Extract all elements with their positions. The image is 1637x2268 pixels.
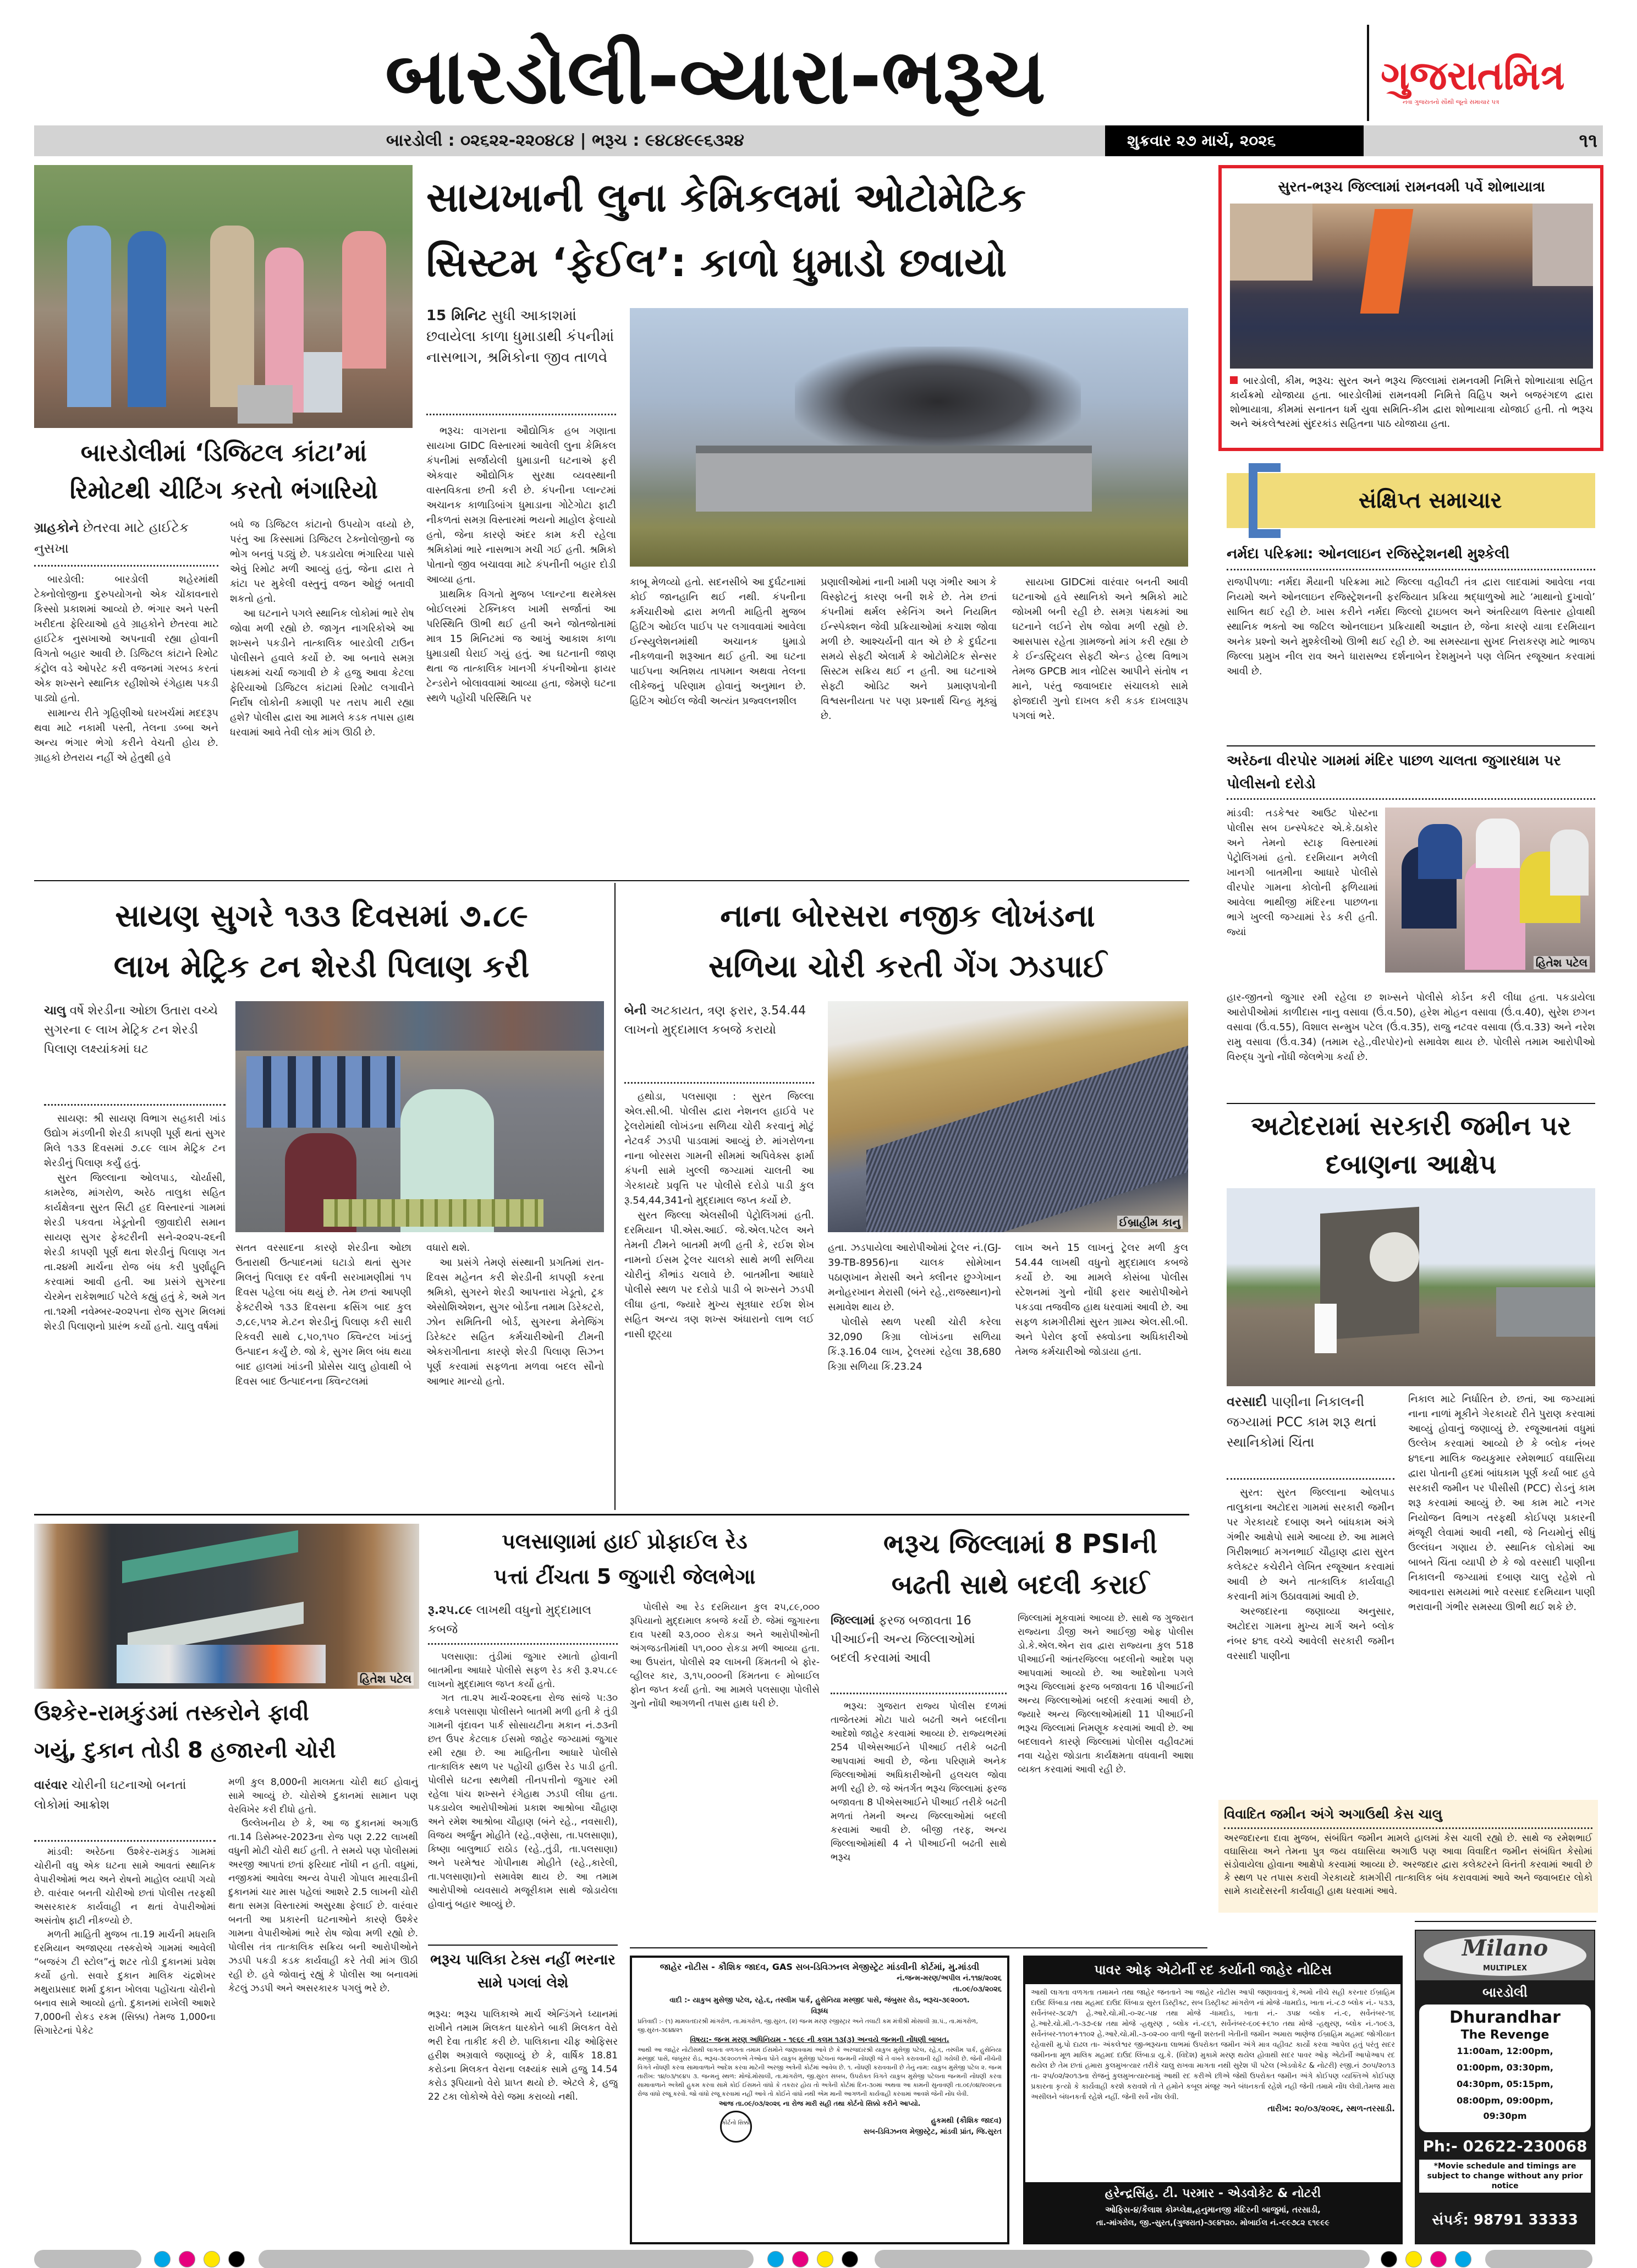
issue-date: શુક્રવાર ૨૭ માર્ચ, ૨૦૨૬ bbox=[1105, 125, 1364, 156]
uskar-p1: માંડવી: અરેઠના ઉશ્કેર-રામકુંડ ગામમાં ચોરીની વધુ એક ઘટના સામે આવતાં સ્થાનિક વેપારીઓમાં ભય અને રોષનો માહોલ વ્યાપી ગયો છે. વારંવાર બનતી ચોરીઓ છતાં પોલીસ તરફથી અસરકારક કાર્યવાહી ન થતાં વેપારીઓમાં અસંતોષ ફાટી નીકળ્યો છે. bbox=[34, 1847, 216, 1926]
luna-body-p3: કાબૂ મેળવ્યો હતો. સદનસીબે આ દુર્ઘટનામાં કોઈ જાનહાનિ થઈ નથી. કંપનીના કર્મચારીઓ દ્વારા મળતી માહિતી મુજબ હિટિંગ ઓઈલ પાઈપ પર લગાવવામાં આવેલા ઈન્સ્યુલેશનમાંથી અચાનક ધુમાડો નીકળવાની શરૂઆત થઈ હતી. આ ઘટના પાઈપના અતિશય તાપમાન અથવા તેલના લીકેજનું પરિણામ હોવાનું અનુમાન છે. હિટિંગ ઓઈલ જેવી અત્યંત પ્રજ્વલનશીલ bbox=[630, 576, 806, 707]
divider bbox=[1227, 745, 1595, 746]
headline-palika: ભરૂચ પાલિકા ટેક્સ નહીં ભરનાર સામે પગલાં લેશે bbox=[430, 1952, 616, 1991]
sugar-p3: સતત વરસાદના કારણે શેરડીના ઓછા ઉતારાથી ઉત્પાદનમાં ઘટાડો થતાં સુગર મિલનું પિલાણ દર વર્ષની સરખામણીમાં ૧૫ દિવસ પહેલા બંધ થયું છે. તેમ છતાં આપણી ફેક્ટરીએ ૧૩૩ દિવસના ક્રસિંગ બાદ કુલ ૭,૮૯,૫૧૨ મે.ટન શેરડીનું પિલાણ કરી સારી રિકવરી સાથે ૮,૫૦,૧૫૦ ક્વિન્ટલ ખાંડનું ઉત્પાદન કર્યું છે. જો કે, સુગર મિલ બંધ થયા બાદ હાલમાં ખાંડની પ્રોસેસ ચાલુ હોવાથી બે દિવસ બાદ ઉત્પાદનના ક્વિન્ટલમાં bbox=[235, 1242, 411, 1387]
palsana-col2 bbox=[630, 1601, 820, 1939]
palsana-col1 bbox=[428, 1650, 618, 1939]
shobhayatra-body bbox=[1230, 374, 1593, 446]
kicker-luna-bold: 15 મિનિટ bbox=[426, 307, 487, 324]
atodara-col1 bbox=[1227, 1485, 1394, 1796]
cinema-brand-sub: MULTIPLEX bbox=[1482, 1964, 1528, 1973]
print-bar bbox=[259, 2250, 754, 2268]
registration-mark-icon bbox=[179, 2251, 195, 2267]
headline-sugar-line1: સાયણ સુગરે ૧૩૩ દિવસમાં ૭.૮૯ bbox=[115, 898, 528, 934]
brand-name: ગુજરાતમિત્ર bbox=[1381, 52, 1565, 98]
kicker-luna-text: સુધી આકાશમાં છવાયેલા કાળા ધુમાડાથી કંપનીમાં નાસભાગ, શ્રમિકોના જીવ તાળવે bbox=[426, 307, 614, 366]
headline-uskar-line2: ગયું, દુકાન તોડી 8 હજારની ચોરી bbox=[34, 1738, 336, 1763]
headline-borsara bbox=[624, 891, 1191, 993]
headline-borsara-line2: સળિયા ચોરી કરતી ગેંગ ઝડપાઈ bbox=[708, 949, 1107, 985]
photo-credit-borsara: ઈબ્રાહીમ કાનુ bbox=[1117, 1216, 1183, 1229]
palika-body: ભરૂચ: ભરૂચ પાલિકાએ માર્ચ એન્ડિંગને ધ્યાનમાં રાખીને તમામ મિલકત ધારકોને બાકી મિલકત વેરો ભરી દેવા તાકીદ કરી છે. પાલિકાના ચીફ ઓફિસર હરીશ અગ્રવાલે જણાવ્યું છે કે, વાર્ષિક 18.81 કરોડના મિલકત વેરાના લક્ષ્યાંક સામે હજુ 14.54 કરોડ રૂપિયાનો વેરો પ્રાપ્ત થયો છે. એટલે કે, હજુ 22 ટકા લોકોએ વેરો જમા કરાવ્યો નથી. bbox=[428, 2009, 618, 2102]
registration-mark-icon bbox=[228, 2251, 245, 2267]
court-notice-body: આથી આ જાહેર નોટીસથી લાગતા વળગતા તમામ ઈસમોને જણાવવામાં આવે છે કે અરજદારશ્રી યાકુબ મુસેજી પટેલ, રહે.૬, તસ્લીમ પાર્ક, હુસેનિયા મસ્જીદ પાસે, જંબુસર રોડ, ભરૂચ-૩૯૨૦૦૧એ તેઓના પોતે યાકુબ મુસેજી પટેલનાં જન્મની નોંધણી જે તે વખતે કરાવવાની રહી ગયેલી છે. જેની નીચેની વિગતે નોંધણી કરવા સામાવાળાને આદેશ કરવા માટેની અરજી અત્રેની કોર્ટમાં આવેલ છે. ૧. નોંધણી કરાવવાની છે તેનું નામ: યાકુબ મુસેજી પટેલ ૨. જન્મ તારીખ: ૧૪/૦૩/૧૯૪૫ ૩. જન્મનું સ્થળ: મોજે.મોસાલી, તા.માંગરોળ, જી.સુરત સબબ, ઉપરોક્ત વિગતે યાકુબ મુસેજી પટેલના જન્મની નોંધણી કરવા સામાવાળાને અત્રેથી હુકમ કરવા સામે કોઈ ઈસમને વાંધો કે તકરાર હોય તો અત્રેની કોર્ટમાં દિન-૩૦માં અથવા આ કામની સુનાવણી તા.૦૯/૦૪/૨૦૨૬ના રોજ વાંધો રજૂ કરવો. જો વાંધો રજૂ કરવામાં નહીં આવે તો કોઈને વાંધો નથી એમ માની આગળની કાર્યવાહી કરવામાં આવશે જેની નોંધ લેવી. bbox=[638, 2046, 1002, 2097]
kicker-borsara-bold: બેની bbox=[624, 1004, 647, 1018]
registration-mark-icon bbox=[204, 2251, 220, 2267]
headline-sugar bbox=[34, 891, 609, 993]
registration-mark-icon bbox=[1430, 2251, 1447, 2267]
poa-notice-date: તારીખ: ૨૦/૦૩/૨૦૨૬, સ્થળ-તરસાડી. bbox=[1267, 2104, 1395, 2113]
court-seal: કોર્ટનો સિક્કો bbox=[720, 2111, 752, 2143]
registration-mark-icon bbox=[1381, 2251, 1397, 2267]
poa-notice bbox=[1023, 1956, 1403, 2244]
palsana-p2: ગત તા.૨૫ માર્ચ-૨૦૨૬ના રોજ સાંજે ૫:૩૦ કલાકે પલસાણા પોલીસને બાતમી મળી હતી કે તુંડી ગામની વૃંદાવન પાર્ક સોસાયટીના મકાન નં.૭૩ની છત ઉપર કેટલાક ઈસમો જાહેર જગ્યામાં જુગાર રમી રહ્યા છે. આ માહિતીના આધારે પોલીસે તાત્કાલિક સ્થળ પર પહોંચી હાઉસ રેડ પાડી હતી. પોલીસે ઘટના સ્થળેથી તીનપત્તીનો જુગાર રમી રહેલા પાંચ શખ્સને રંગેહાથ ઝડપી લીધા હતા. પકડાયેલ આરોપીઓમાં પ્રકાશ આશ્રોબા ચૌહાણ અને રમેશ આશ્રોબા ચૌહાણ (બંને રહે., નવસારી), વિજય અર્જુન મોહીતે (રહે.,વણેસા, તા.પલસાણા), કિષ્ણા બાલુભાઈ રાઠોડ (રહે.,તુંડી, તા.પલસાણા) અને પરમેશ્વર ગોપીનાથ મોહીતે (રહે.,કારેલી, તા.પલસાણા)નો સમાવેશ થાય છે. આ તમામ આરોપીઓ વ્યવસાયે મજૂરીકામ સાથે જોડાયેલા હોવાનું બહાર આવ્યું છે. bbox=[428, 1693, 618, 1910]
atodara-p3: નિકાલ માટે નિર્ધારિત છે. છતાં, આ જગ્યામાં નાના નાળાં મૂકીને ગેરકાયદે રીતે પુરાણ કરવામાં આવ્યું હોવાનું જણાવ્યું છે. રજૂઆતમાં વધુમાં ઉલ્લેખ કરવામાં આવ્યો છે કે બ્લોક નંબર ૪૧૬ના માલિક જયકુમાર રમેશભાઈ વઘાસિયા દ્વારા પોતાની હદમાં બાંધકામ પૂર્ણ કર્યા બાદ હવે સરકારી જમીન પર પીસીસી (PCC) રોડનું કામ શરૂ કરવામાં આવ્યું છે. આ કામ માટે નગર નિયોજન વિભાગ તરફથી કોઈપણ પ્રકારની મંજૂરી લેવામાં આવી નથી, જે નિયમોનું સીધું ઉલ્લંઘન ગણાય છે. સ્થાનિક લોકોમાં આ બાબતે ચિંતા વ્યાપી છે કે જો વરસાદી પાણીના નિકાલની જગ્યામાં દબાણ ચાલુ રહેશે તો આવનારા સમયમાં ભારે વરસાદ દરમિયાન પાણી ભરાવાની ગંભીર સમસ્યા ઊભી થઈ શકે છે. bbox=[1408, 1393, 1595, 1613]
headline-narmada: નર્મદા પરિક્રમા: ઓનલાઇન રજિસ્ટ્રેશનથી મુશ્કેલી bbox=[1227, 542, 1595, 570]
photo-sugar bbox=[235, 1001, 604, 1232]
atodara-col2 bbox=[1408, 1392, 1595, 1796]
cinema-movie-subtitle: The Revenge bbox=[1460, 2028, 1550, 2042]
digital-kanta-p2: સામાન્ય રીતે ગૃહિણીઓ ઘરખર્ચમાં મદદરૂપ થવા માટે નકામી પસ્તી, તેલના ડબ્બા અને અન્ય ભંગાર ભેગો કરીને વેચતી હોય છે. ગ્રાહકો છેતરાય નહીં એ હેતુથી હવે bbox=[34, 707, 218, 764]
cinema-showtime: 01:00pm, 03:30pm, bbox=[1457, 2062, 1553, 2073]
bullet-square-icon bbox=[1230, 376, 1238, 384]
headline-luna-line2: સિસ્ટમ ‘ફેઈલ’: કાળો ધુમાડો છવાયો bbox=[426, 239, 1007, 285]
headline-luna-line1: સાયખાની લુના કેમિકલમાં ઓટોમેટિક bbox=[426, 174, 1026, 221]
registration-mark-icon bbox=[1455, 2251, 1471, 2267]
photo-credit-virpor: હિતેશ પટેલ bbox=[1534, 956, 1590, 969]
cinema-brand: Milano bbox=[1462, 1935, 1548, 1961]
uskar-col1 bbox=[34, 1846, 216, 2242]
photo-uskar bbox=[34, 1524, 419, 1689]
atodara-p1: સુરત: સુરત જિલ્લાના ઓલપાડ તાલુકાના અટોદરા ગામમાં સરકારી જમીન પર ગેરકાયદે દબાણ અને બાંધકામ અંગે ગંભીર આક્ષેપો સામે આવ્યા છે. આ મામલે ગિરીશભાઈ મગનભાઈ ચૌહાણ દ્વારા સુરત કલેક્ટર કચેરીને લેખિત રજૂઆત કરવામાં આવી છે અને તાત્કાલિક કાર્યવાહી કરવાની માંગ ઉઠાવવામાં આવી છે. bbox=[1227, 1487, 1394, 1602]
borsara-p3: હતા. ઝડપાયેલા આરોપીઓમાં ટ્રેલર નં.(GJ-39-TB-8956)ના ચાલક સોમેખાન પઠાણખાન મેરાસી અને ક્લીનર છુગ્ગેખાન મનોહરખાન મેરાસી (બંને રહે.,રાજસ્થાન)નો સમાવેશ થાય છે. bbox=[828, 1242, 1001, 1313]
court-notice-closing: આજ તા.૦૯/૦૩/૨૦૨૬ ના રોજ મારી સહી તથા કોર્ટનો સિક્કો કરીને આપ્યો. bbox=[718, 2100, 921, 2107]
uskar-p4: ઉલ્લેખનીય છે કે, આ જ દુકાનમાં અગાઉ તા.14 ડિસેમ્બર-2023ના રોજ પણ 2.22 લાખથી વધુની મોટી ચોરી થઈ હતી. તે સમયે પણ પોલીસમાં અરજી આપતાં છતાં ફરિયાદ નોંધી ન હતી. વધુમાં, નજીકમાં આવેલા અન્ય વેપારી ગોપાલ મારવાડીની દુકાનમાં ચાર માસ પહેલાં આશરે 2.5 લાખની ચોરી થતા સમગ્ર વિસ્તારમાં અસુરક્ષા ફેલાઈ છે. વારંવાર બનતી આ પ્રકારની ઘટનાઓને કારણે ઉશ્કેર ગામના વેપારીઓમાં ભારે રોષ જોવા મળી રહ્યો છે. પોલીસ તંત્ર તાત્કાલિક સક્રિય બની આરોપીઓને ઝડપી પકડી કડક કાર્યવાહી કરે તેવી માંગ ઊઠી રહી છે. હવે જોવાનું રહ્યું કે પોલીસ આ બનાવમાં કેટલું ઝડપી અને અસરકારક પગલું ભરે છે. bbox=[228, 1818, 418, 1994]
kicker-psi-text: ફરજ બજાવતા 16 પીઆઈની અન્ય જિલ્લાઓમાં બદલી કરવામાં આવી bbox=[831, 1614, 975, 1665]
digital-kanta-p3: બધે જ ડિજિટલ કાંટાનો ઉપયોગ વધ્યો છે, પરંતુ આ કિસ્સામાં ડિજિટલ ટેક્નોલોજીનો જ ભોગ બનવું પડ્યું છે. પકડાયેલા ભંગારિયા પાસે એવું રિમોટ મળી આવ્યું હતું, જેના દ્વારા તે કાંટા પર મુકેલી વસ્તુનું વજન ઓછું બતાવી શકતો હતો. bbox=[230, 519, 414, 605]
registration-mark-icon bbox=[1405, 2251, 1422, 2267]
headline-palsana bbox=[428, 1524, 821, 1595]
digital-kanta-col2 bbox=[230, 517, 414, 875]
cinema-showtime: 11:00am, 12:00pm, bbox=[1457, 2046, 1553, 2056]
shobhayatra-text: બારડોલી, કીમ, ભરૂચ: સુરત અને ભરૂચ જિલ્લામાં રામનવમી નિમિત્તે શોભાયાત્રા સહિત કાર્યક્રમો યોજાયા હતા. બારડોલીમાં રામનવમી નિમિત્તે વિહિપ અને બજરંગદળ દ્વારા શોભાયાત્રા, કીમમાં સનાતન ધર્મ યુવા સમિતિ-કીમ દ્વારા શોભાયાત્રા યોજાઈ હતી. તો ભરૂચ અને અંકલેશ્વરમાં સુંદરકાંડ સહિતના પાઠ યોજાયા હતા. bbox=[1230, 375, 1593, 430]
brand-logo bbox=[1381, 52, 1612, 113]
photo-digital-kanta bbox=[34, 165, 413, 428]
court-notice-case: નં.જન્મ-મરણ/અપીલ નં.૧૧૪/૨૦૨૬ bbox=[897, 1974, 1002, 1983]
court-notice-defendants: પ્રતિવાદી :- (૧) મામલતદારશ્રી માંગરોળ, તા.માંગરોળ, જી.સુરત, (૨) જન્મ મરણ રજીસ્ટ્રાર અને તલાટી કમ મંત્રીશ્રી મોસાલી ગ્રા.પં., તા.માંગરોળ, જી.સુરત-૩૯૪૪૨૧ bbox=[638, 2018, 978, 2034]
kicker-borsara bbox=[624, 1001, 814, 1084]
dateline-strip bbox=[34, 125, 1603, 156]
sugar-col3 bbox=[426, 1240, 604, 1507]
luna-body-p4: પ્રણાલીઓમાં નાની ખામી પણ ગંભીર આગ કે વિસ્ફોટનું કારણ બની શકે છે. તેમ છતાં કંપનીમાં થર્મલ સ્કેનિંગ અને નિયમિત ઈન્સ્પેક્શન જેવી પ્રક્રિયાઓમાં કચાશ જોવા મળી છે. આશ્ચર્યની વાત એ છે કે દુર્ઘટના સમયે સેફ્ટી એલાર્મ કે ઓટોમેટિક સેન્સર સિસ્ટમ સક્રિય થઈ ન હતી. આ ઘટનાએ સેફ્ટી ઓડિટ અને પ્રમાણપત્રોની વિશ્વસનીયતા પર પણ પ્રશ્નાર્થ ચિન્હ મૂક્યું છે. bbox=[821, 576, 997, 722]
headline-palsana-line1: પલસાણામાં હાઈ પ્રોફાઈલ રેડ bbox=[502, 1529, 748, 1553]
sugar-p4: વધારો થશે. bbox=[426, 1242, 470, 1254]
kicker-palsana-bold: રૂ.૨૫.૮૯ bbox=[428, 1603, 473, 1617]
cinema-disclaimer: *Movie schedule and timings are subject to change without any prior notice bbox=[1419, 2160, 1591, 2193]
kicker-digital-kanta-bold: ગ્રાહકોને bbox=[34, 520, 79, 535]
headline-atodara: અટોદરામાં સરકારી જમીન પર દબાણના આક્ષેપ bbox=[1250, 1111, 1572, 1180]
headline-digital-kanta bbox=[34, 435, 414, 512]
divider bbox=[630, 1947, 1207, 1948]
headline-psi bbox=[831, 1524, 1210, 1606]
court-notice bbox=[630, 1956, 1009, 2244]
court-notice-plaintiff: વાદી :- યાકુબ મુસેજી પટેલ, રહે.૬, તસ્લીમ પાર્ક, હુસેનિયા મસ્જીદ પાસે, જંબુસર રોડ, ભરૂચ-૩૯૨૦૦૧. bbox=[669, 1996, 970, 2005]
borsara-p2: સુરત જિલ્લા એલસીબી પેટ્રોલિંગમાં હતી. દરમિયાન પી.એસ.આઈ. જે.એલ.પટેલ અને તેમની ટીમને બાતમી મળી હતી કે, રઈશ શેખ નામનો ઈસમ ટ્રેલર ચાલકો સાથે મળી સળિયા ચોરીનું કૌભાંડ ચલાવે છે. બાતમીના આધારે પોલીસે સ્થળ પર દરોડો પાડી બે શખ્સને ઝડપી લીધા હતા, જ્યારે મુખ્ય સૂત્રધાર રઈશ શેખ સહિત અન્ય ત્રણ શખ્સ અંધારાનો લાભ લઈ નાસી છૂટ્યા bbox=[624, 1210, 814, 1340]
headline-psi-line1: ભરૂચ જિલ્લામાં 8 PSIની bbox=[883, 1529, 1157, 1559]
court-notice-date: તા.૦૯/૦૩/૨૦૨૬ bbox=[953, 1985, 1002, 1994]
kicker-uskar bbox=[34, 1776, 216, 1842]
photo-credit-uskar: હિતેશ પટેલ bbox=[358, 1672, 414, 1685]
headline-virpor: અરેઠના વીરપોર ગામમાં મંદિર પાછળ ચાલતા જુગારધામ પર પોલીસનો દરોડો bbox=[1227, 749, 1595, 800]
uskar-p3: મળી કુલ 8,000ની માલમતા ચોરી થઈ હોવાનું સામે આવ્યું છે. ચોરોએ દુકાનમાં સામાન પણ વેરવિખેર કરી દીધો હતો. bbox=[228, 1777, 418, 1815]
headline-luna bbox=[426, 165, 1196, 300]
poa-address-1: ઓફિસ-૪/કૈલાશ કોમ્પ્લેક્ષ,હનુમાનજી મંદિરની બાજુમાં, તરસાડી, bbox=[1105, 2205, 1321, 2215]
brief-section-bar bbox=[1227, 473, 1595, 528]
cinema-movie-title: Dhurandhar bbox=[1449, 2008, 1561, 2027]
registration-mark-icon bbox=[792, 2251, 809, 2267]
luna-body-col3 bbox=[821, 575, 997, 875]
borsara-col1 bbox=[624, 1089, 814, 1507]
headline-sugar-line2: લાખ મેટ્રિક ટન શેરડી પિલાણ કરી bbox=[113, 949, 530, 985]
headline-palsana-line2: પત્તાં ટીંચતા 5 જુગારી જેલભેગા bbox=[493, 1564, 756, 1589]
sub-headline-atodara: વિવાદિત જમીન અંગે અગાઉથી કેસ ચાલુ bbox=[1224, 1803, 1592, 1829]
shobhayatra-box bbox=[1218, 165, 1603, 451]
luna-body-col1 bbox=[426, 424, 616, 875]
virpor-body-2: હાર-જીતનો જુગાર રમી રહેલા છ શખ્સને પોલીસે કોર્ડન કરી લીધા હતા. પકડાયેલા આરોપીઓમાં કાળીદાસ નાનુ વસાવા (ઉં.વ.50), હરેશ મોહન વસાવા (ઉં.વ.40), સુરેશ છગન વસાવા (ઉં.વ.55), વિશાલ સન્મુખ પટેલ (ઉં.વ.35), રાજુ નટવર વસાવા (ઉં.વ.33) અને નરેશ રામુ વસાવા (ઉં.વ.34) (તમામ રહે.,વીરપોર)નો સમાવેશ થાય છે. પોલીસે તમામ આરોપીઓ વિરુદ્ધ ગુનો નોંધી જેલભેગા કર્યા છે. bbox=[1227, 992, 1595, 1063]
headline-uskar bbox=[34, 1694, 419, 1771]
luna-body-p1: ભરૂચ: વાગરાના ઔદ્યોગિક હબ ગણાતા સાયખા GIDC વિસ્તારમાં આવેલી લુના કેમિકલ કંપનીમાં સર્જાયેલી ધુમાડાની ઘટનાએ ફરી એકવાર ઔદ્યોગિક સુરક્ષા વ્યવસ્થાની વાસ્તવિકતા છતી કરી છે. કંપનીના પ્લાન્ટમાં અચાનક કાળાડિબાંગ ધુમાડાના ગોટેગોટા ફાટી નીકળતાં સમગ્ર વિસ્તારમાં ભયનો માહોલ ફેલાયો હતો, જેના કારણે અંદર કામ કરી રહેલા શ્રમિકોમાં ભારે નાસભાગ મચી ગઈ હતી. શ્રમિકો પોતાનો જીવ બચાવવા માટે કંપનીની બહાર દોડી આવ્યા હતા. bbox=[426, 425, 616, 585]
sugar-col1 bbox=[44, 1111, 226, 1507]
photo-borsara bbox=[828, 1001, 1188, 1232]
masthead-title: બારડોલી-વ્યારા-ભરૂચ bbox=[385, 32, 1046, 122]
luna-body-p5: સાયખા GIDCમાં વારંવાર બનતી આવી ઘટનાઓ હવે સ્થાનિકો અને શ્રમિકો માટે જોખમી બની રહી છે. સમગ્ર પંથકમાં આ ઘટનાને લઈને રોષ જોવા મળી રહ્યો છે. આસપાસ રહેતા ગ્રામજનો માંગ કરી રહ્યા છે કે ઈન્ડસ્ટ્રિયલ સેફ્ટી એન્ડ હેલ્થ વિભાગ તેમજ GPCB માત્ર નોટિસ આપીને સંતોષ ન માને, પરંતુ જવાબદાર સંચાલકો સામે ફોજદારી ગુનો દાખલ કરી કડક દાખલારૂપ પગલાં ભરે. bbox=[1012, 576, 1188, 722]
uskar-p2: મળતી માહિતી મુજબ તા.19 માર્ચની મધરાત્રિ દરમિયાન અજાણ્યા તસ્કરોએ ગામમાં આવેલી “બજરંગ ટી સ્ટોલ”નું શટર તોડી દુકાનમાં પ્રવેશ કર્યો હતો. સવારે દુકાન માલિક ચંદ્રશેખર મથુરાપ્રસાદ શર્મા દુકાન ખોલવા પહોંચતા ચોરીનો બનાવ સામે આવ્યો હતો. દુકાનમાં રાખેલી આશરે 7,000ની રોકડ રકમ (સિક્કા) તેમજ 1,000ના સિગારેટનાં પેકેટ bbox=[34, 1929, 216, 2036]
brand-tagline: નવા ગુજરાતનો સૌથી જૂનો સમાચાર પત્ર bbox=[1403, 98, 1499, 106]
photo-virpor bbox=[1385, 808, 1595, 973]
cinema-phone: Ph:- 02622-230068 bbox=[1422, 2137, 1587, 2155]
palsana-p3: પોલીસે આ રેડ દરમિયાન કુલ ૨૫,૮૯,૦૦૦ રૂપિયાનો મુદ્દામાલ કબજે કર્યો છે. જેમાં જુગારના દાવ પરથી ૨૩,૦૦૦ રોકડા અને આરોપીઓની અંગજડતીમાંથી ૫૧,૦૦૦ રોકડા મળી આવ્યા હતા. આ ઉપરાંત, પોલીસે ૨૨ લાખની કિંમતની બે ફોર-વ્હીલર કાર, ૩,૧૫,૦૦૦ની કિંમતના ૯ મોબાઈલ ફોન જપ્ત કર્યા હતો. આ મામલે પલસાણા પોલીસે ગુનો નોંધી આગળની તપાસ હાથ ધરી છે. bbox=[630, 1602, 820, 1709]
borsara-p5: લાખ અને 15 લાખનું ટ્રેલર મળી કુલ 54.44 લાખથી વધુનો મુદ્દામાલ કબજે કર્યો છે. આ મામલે કોસંબા પોલીસ સ્ટેશનમાં ગુનો નોંધી ફરાર આરોપીઓને પકડવા તજવીજ હાથ ધરવામાં આવી છે. આ સફળ કામગીરીમાં સુરત ગ્રામ્ય એલ.સી.બી. અને પેરોલ ફર્લો સ્ક્વોડના અધિકારીઓ તેમજ કર્મચારીઓ જોડાયા હતા. bbox=[1015, 1242, 1188, 1358]
digital-kanta-p4: આ ઘટનાને પગલે સ્થાનિક લોકોમાં ભારે રોષ જોવા મળી રહ્યો છે. જાગૃત નાગરિકોએ આ શખ્સને પકડીને તાત્કાલિક બારડોલી ટાઉન પોલીસને હવાલે કર્યો છે. આ બનાવે સમગ્ર પંથકમાં ચર્ચા જગાવી છે કે હજુ આવા કેટલા ફેરિયાઓ ડિજિટલ કાંટામાં રિમોટ લગાવીને નિર્દોષ લોકોની કમાણી પર તરાપ મારી રહ્યા હશે? પોલીસ દ્વારા આ મામલે કડક તપાસ હાથ ધરવામાં આવે તેવી લોક માંગ ઊઠી છે. bbox=[230, 608, 414, 738]
atodara-p2: અરજદારના જણાવ્યા અનુસાર, અટોદરા ગામના મુખ્ય માર્ગ અને બ્લોક નંબર ૪૧૬ વચ્ચે આવેલી સરકારી જમીન વરસાદી પાણીના bbox=[1227, 1606, 1394, 1662]
kicker-psi bbox=[831, 1612, 1007, 1694]
borsara-p4: પોલીસે સ્થળ પરથી ચોરી કરેલા 32,090 કિગ્રા લોખંડના સળિયા કિં.રૂ.16.04 લાખ, ટ્રેલરમાં રહેલા 38,680 કિગ્રા સળિયા કિં.23.24 bbox=[828, 1316, 1001, 1372]
narmada-body: રાજપીપળા: નર્મદા મૈયાની પરિક્રમા માટે જિલ્લા વહીવટી તંત્ર દ્વારા લાદવામાં આવેલા નવા નિયમો અને ઓનલાઇન રજિસ્ટ્રેશનની ફરજિયાત પ્રક્રિયા શ્રદ્ધાળુઓ માટે ‘માથાનો દુખાવો’ સાબિત થઈ રહી છે. ખાસ કરીને નર્મદા જિલ્લો ટ્રાઇબલ અને અંતરિયાળ વિસ્તાર હોવાથી સ્થાનિક ભક્તો આ જટિલ ઓનલાઇન પ્રક્રિયાથી અજ્ઞાત છે, જેના કારણે યાત્રા દરમિયાન અનેક પ્રશ્નો અને મુશ્કેલીઓ ઊભી થઈ રહી છે. આ સમસ્યાના સુખદ નિરાકરણ માટે ભાજપ જિલ્લા પ્રમુખ નીલ રાવ અને ધારાસભ્ય દર્શનાબેન દેશમુખને પણ લેખિત રજૂઆત કરવામાં આવી છે. bbox=[1227, 576, 1595, 677]
kicker-digital-kanta-text: છેતરવા માટે હાઈટેક નુસખા bbox=[34, 520, 189, 556]
kicker-sugar bbox=[44, 1001, 226, 1106]
cinema-city: બારડોલી bbox=[1482, 1985, 1528, 2000]
divider bbox=[428, 1945, 618, 1946]
registration-mark-icon bbox=[154, 2251, 171, 2267]
uskar-col2 bbox=[228, 1776, 418, 2242]
cinema-showtime: 04:30pm, 05:15pm, bbox=[1457, 2079, 1553, 2089]
kicker-uskar-text: ચોરીની ઘટનાઓ બનતાં લોકોમાં આક્રોશ bbox=[34, 1778, 186, 1812]
kicker-atodara-text: પાણીના નિકાલની જગ્યામાં PCC કામ શરૂ થતાં સ્થાનિકોમાં ચિંતા bbox=[1227, 1394, 1377, 1450]
headline-digital-kanta-line1: બારડોલીમાં ‘ડિજિટલ કાંટા’માં bbox=[80, 439, 367, 467]
registration-mark-icon bbox=[817, 2251, 833, 2267]
cinema-contact: સંપર્ક: 98791 33333 bbox=[1432, 2212, 1578, 2228]
kicker-palsana-text: લાખથી વધુનો મુદ્દામાલ કબજે bbox=[428, 1603, 592, 1637]
headline-uskar-line1: ઉશ્કેર-રામકુંડમાં તસ્કરોને ફાવી bbox=[34, 1700, 309, 1726]
court-signature-2: સબ-ડિવિઝનલ મેજીસ્ટ્રેટ, માંડવી પ્રાંત, જિ.સુરત bbox=[863, 2128, 1002, 2136]
page-number: ૧૧ bbox=[1579, 130, 1597, 152]
headline-shobhayatra: સુરત-ભરૂચ જિલ્લામાં રામનવમી પર્વે શોભાયાત્રા bbox=[1233, 176, 1590, 198]
photo-shobhayatra bbox=[1230, 204, 1593, 369]
court-notice-versus: વિરૂધ્ધ bbox=[811, 2007, 828, 2016]
atodara-sub-body: અરજદારના દાવા મુજબ, સંબંધિત જમીન મામલે હાલમાં કેસ ચાલી રહ્યો છે. સાથે જ રમેશભાઈ વઘાસિયા અને તેમના પુત્ર જય વઘાસિયા અગાઉ પણ આવા વિવાદિત જમીન સંબંધિત કેસોમાં સંડોવાયેલા હોવાના આક્ષેપો કરવામાં આવ્યા છે. અરજદાર દ્વારા કલેક્ટરને વિનંતી કરવામાં આવી છે કે સ્થળ પર તપાસ કરાવી ગેરકાયદે કામગીરી તાત્કાલિક બંધ કરાવવામાં આવે અને જવાબદાર લોકો સામે કાયદેસરની કાર્યવાહી હાથ ધરવામાં આવે. bbox=[1224, 1833, 1592, 1897]
brief-bracket-icon bbox=[1249, 463, 1281, 538]
kicker-psi-bold: જિલ્લામાં bbox=[831, 1614, 875, 1628]
cinema-showtime: 09:30pm bbox=[1483, 2111, 1527, 2121]
photo-smoke bbox=[630, 308, 1188, 567]
column-divider bbox=[614, 883, 616, 1510]
psi-p1: ભરૂચ: ગુજરાત રાજ્ય પોલીસ દળમાં તાજેતરમાં મોટા પાયે બઢતી અને બદલીના આદેશો જાહેર કરવામાં આવ્યા છે. રાજ્યભરમાં 254 પીએસઆઈને પીઆઈ તરીકે બઢતી આપવામાં આવી છે, જેના પરિણામે અનેક જિલ્લાઓમાં અધિકારીઓની હલચલ જોવા મળી રહી છે. જે અંતર્ગત ભરૂચ જિલ્લામાં ફરજ બજાવતા 8 પીએસઆઈને પીઆઈ તરીકે બઢતી મળતાં તેમની અન્ય જિલ્લાઓમાં બદલી કરવામાં આવી છે. બીજી તરફ, અન્ય જિલ્લાઓમાંથી 4 ને પીઆઈની બઢતી સાથે ભરૂચ bbox=[831, 1701, 1007, 1863]
digital-kanta-col1 bbox=[34, 572, 218, 875]
poa-notice-title: પાવર ઓફ એટોર્ની રદ કર્યાની જાહેર નોટિસ bbox=[1094, 1962, 1332, 1978]
sugar-p1: સાયણ: શ્રી સાયણ વિભાગ સહકારી ખાંડ ઉદ્યોગ મંડળીની શેરડી કાપણી પૂર્ણ થતાં સુગર મિલે ૧૩૩ દિવસમાં ૭.૮૯ લાખ મેટ્રિક ટન શેરડીનું પિલાણ કર્યું હતું. bbox=[44, 1113, 226, 1169]
headline-psi-line2: બઢતી સાથે બદલી કરાઈ bbox=[891, 1569, 1150, 1600]
palsana-p1: પલસાણા: તુંડીમાં જુગાર રમાતો હોવાની બાતમીના આધારે પોલીસે સફળ રેડ કરી રૂ.૨૫.૮૯ લાખનો મુદ્દામાલ જપ્ત કર્યો હતો. bbox=[428, 1651, 618, 1690]
kicker-digital-kanta bbox=[34, 517, 218, 567]
registration-mark-icon bbox=[842, 2251, 858, 2267]
poa-address-2: તા.-માંગરોલ, જી.-સુરત,(ગુજરાત)-૩૯૪૧૨૦. મોબાઈલ નં.-૯૯૭૮૨ ૬૧૯૯૯ bbox=[1096, 2218, 1330, 2227]
poa-advocate: હરેન્દ્રસિંહ. ટી. પરમાર - એડવોકેટ & નોટરી bbox=[1105, 2187, 1321, 2200]
psi-col2 bbox=[1018, 1612, 1194, 1939]
poa-notice-body: આથી લાગતા વળગતા તમામને તથા જાહેર જનતાને આ જાહેર નોટીસ આપી જણાવવાનું કે,અમો નીચે સહી કરનાર ઈબ્રાહિમ દાઉદ લિંબાડા તથા મહમદ દાઉદ લિંબાડા સુરત ડિસ્ટ્રીક્ટ, સબ ડિસ્ટ્રીક્ટ માંગરોળ નાં મોજે -ધામદોડ, ખાતા નં.-૮૭ બ્લોક નં.- ૫૩૩, સર્વેનંબર-૩૮૨/૧ હે.આરે.ચો.મી.-૦-૨૮-૫૪ તથા મોજે -ધામદોડ, ખાતા નં.- ૩૫૪ બ્લોક નં.-૯, સર્વેનંબર-૧૬ હે.આરે.ચો.મી.-૧-૩૭-૯૪ તથા મોજે -હથુરણ , બ્લોક નં.-૮૬૧, સર્વેનંબર-૬૦૯+૬૧૦ તથા મોજે -હથુરણ, બ્લોક નં.-૧૦૯૩, સર્વેનંબર-૧૧૦૧+૧૧૦૨ હે.આરે.ચો.મી.-૩-૦૨-૦૦ વાળી જુની શરતની ખેતીની જમીન અમારા ભાણેજ ઈબ્રાહિમ મહમદ જોગીયાત રહેવાસી મુ.પો દાઢલ તા- અંકલેશ્વર જી-ભરૂચના લાભમાં ઉપરોક્ત જમીન અંગે માત્ર વહીવટ કાર્યો કરવા આપેલ હતું પરંતુ સદર જમીનના મૂળ માલિક મહમદ દાઉદ લિંબાડા યુ.કે. (વિદેશ) મુકામે મરણ થયેલ હોવાથી સદર પાવર ઓફ એટોર્ની આપોઆપ રદ થયેલ છે તેમ છતાં હમારા કુલમુખત્યાર તરીકે ચાલુ રાખવા માગતા નથી સુરેશ પી પટેલ (એડવોકેટ & નોટરી) રજી.નં ૭૦૫/૨૦૧૩ તા- ૨૫/૦૨/૨૦૧૩ના રોજનું કુલમુખત્યારનામું આથી રદ કરીએ છીએ જેથી ઉપરોક્ત જમીન અંગે કોઈપણ વ્યક્તિએ કોઈપણ પ્રકારના કૃત્યો કે કાર્યવાહી કરશે કરાવશે તો તે હમોને કબૂલ મંજૂર અને બંધનકર્તા રહેશે નહી જેની તમામે નોંધ લેવી.તેમજ મારા અસીલને બંધનકર્તા રહેશે નહીં. જેની સર્વે નોંધ લેવી. bbox=[1031, 1989, 1395, 2101]
cinema-ad bbox=[1415, 1930, 1595, 2244]
court-notice-title: જાહેર નોટીસ - કૌશિક જાદવ, GAS સબ-ડિવિઝનલ મેજીસ્ટ્રેટ માંડવીની કોર્ટમાં, મુ.માંડવી bbox=[660, 1962, 980, 1972]
sugar-col2 bbox=[235, 1240, 411, 1507]
kicker-uskar-bold: વારંવાર bbox=[34, 1778, 68, 1792]
kicker-sugar-bold: ચાલુ bbox=[44, 1004, 66, 1018]
borsara-p1: હથોડા, પલસાણા : સુરત જિલ્લા એલ.સી.બી. પોલીસ દ્વારા નેશનલ હાઈવે પર ટ્રેલરોમાંથી લોખંડના સળિયા ચોરી કરવાનું મોટું નેટવર્ક ઝડપી પાડવામાં આવ્યું છે. માંગરોળના નાના બોરસરા ગામની સીમમાં અપિવેક્સ ફાર્મા કંપની સામે ખુલ્લી જગ્યામાં ચાલતી આ ગેરકાયદે પ્રવૃત્તિ પર પોલીસે દરોડો પાડી કુલ રૂ.54,44,341નો મુદ્દામાલ જપ્ત કર્યો છે. bbox=[624, 1091, 814, 1206]
print-bar bbox=[1485, 2250, 1592, 2268]
luna-body-col2 bbox=[630, 575, 806, 875]
digital-kanta-p1: બારડોલી: બારડોલી શહેરમાંથી ટેક્નોલોજીના દુરુપયોગનો એક ચોંકાવનારો કિસ્સો પ્રકાશમાં આવ્યો છે. ભંગાર અને પસ્તી ખરીદતા ફેરિયાઓ હવે ગ્રાહકોને છેતરવા માટે હાઈટેક નુસખાઓ અપનાવી રહ્યા હોવાની વિગતો બહાર આવી છે. ડિજિટલ કાંટાને રિમોટ કંટ્રોલ વડે ઓપરેટ કરી વજનમાં ગરબડ કરતાં એક શખ્સને સ્થાનિક રહીશોએ રંગેહાથ પકડી પાડ્યો હતો. bbox=[34, 574, 218, 704]
court-signature-1: હુકમથી (કૌશિક જાદવ) bbox=[931, 2117, 1002, 2125]
kicker-palsana bbox=[428, 1601, 618, 1645]
headline-digital-kanta-line2: રિમોટથી ચીટિંગ કરતો ભંગારિયો bbox=[70, 476, 378, 504]
print-bar bbox=[875, 2250, 1370, 2268]
contact-phones: બારડોલી : ૦૨૬૨૨-૨૨૦૪૮૪ | ભરૂચ : ૯૪૮૪૯૯૬૩૨૪ bbox=[386, 131, 744, 150]
luna-body-col4 bbox=[1012, 575, 1188, 875]
kicker-atodara-bold: વરસાદી bbox=[1227, 1394, 1267, 1409]
photo-atodara bbox=[1227, 1188, 1595, 1386]
cinema-showtime: 08:00pm, 09:00pm, bbox=[1457, 2095, 1553, 2106]
print-bar bbox=[34, 2250, 141, 2268]
divider bbox=[34, 1514, 1189, 1515]
court-notice-subject: વિષય:- જન્મ મરણ અધિનિયમ - ૧૯૬૯ ની કલમ ૧૩(૩) અન્વયે જન્મની નોંધણી બાબત. bbox=[690, 2036, 949, 2044]
borsara-col3 bbox=[1015, 1240, 1188, 1507]
virpor-body-1: માંડવી: તડકેશ્વર આઉટ પોસ્ટના પોલીસ સબ ઇન્સ્પેક્ટર એ.કે.ઠાકોર અને તેમનો સ્ટાફ વિસ્તારમાં પેટ્રોલિંગમાં હતો. દરમિયાન મળેલી ખાનગી બાતમીના આધારે પોલીસે વીરપોર ગામના કોલોની ફળિયામાં આવેલા ભાથીજી મંદિરના પાછળના ભાગે ખુલ્લી જગ્યામાં રેડ કરી હતી. જ્યાં bbox=[1227, 808, 1378, 938]
brief-section-title: સંક્ષિપ્ત સમાચાર bbox=[1358, 488, 1502, 513]
kicker-borsara-text: અટકાયત, ત્રણ ફરાર, રૂ.54.44 લાખનો મુદ્દામાલ કબજે કરાયો bbox=[624, 1004, 806, 1037]
sugar-p2: સુરત જિલ્લાના ઓલપાડ, ચોર્યાસી, કામરેજ, માંગરોળ, અરેઠ તાલુકા સહિત કાર્યક્ષેત્રના સુરત સિટી હદ વિસ્તારનાં ગામમાં શેરડી પકવતા ખેડૂતોની જીવાદોરી સમાન સાયણ સુગર ફેક્ટરીની સને-૨૦૨૫-૨૬ની શેરડી કાપણી પૂર્ણ થતા શેરડીનું પિલાણ ગત તા.૨૪મી માર્ચના રોજ બંધ કરી પુર્ણાહૂતિ કરવામાં આવી હતી. આ પ્રસંગે સુગરના ચેરમેન રાકેશભાઈ પટેલે કહ્યું હતું કે, અમે ગત તા.૧૨મી નવેમ્બર-૨૦૨૫ના રોજ સુગર મિલમાં શેરડી પિલાણનો પ્રારંભ કર્યો હતો. ચાલુ વર્ષમાં bbox=[44, 1172, 226, 1332]
kicker-luna bbox=[426, 305, 616, 415]
divider bbox=[34, 880, 1189, 881]
kicker-sugar-text: વર્ષે શેરડીના ઓછા ઉતારા વચ્ચે સુગરના ૯ લાખ મેટ્રિક ટન શેરડી પિલાણ લક્ષ્યાંકમાં ઘટ bbox=[44, 1004, 218, 1056]
luna-body-p2: પ્રાથમિક વિગતો મુજબ પ્લાન્ટના થરમેક્સ બોઈલરમાં ટેક્નિકલ ખામી સર્જાતાં આ પરિસ્થિતિ ઊભી થઈ હતી અને જોતજોતામાં માત્ર 15 મિનિટમાં જ આખું આકાશ કાળા ધુમાડાથી ઘેરાઈ ગયું હતું. આ ઘટનાની જાણ થતા જ તાત્કાલિક ખાનગી કંપનીઓના ફાયર ટેન્ડરોને બોલાવવામાં આવ્યા હતા, જેમણે ઘટના સ્થળે પહોંચી પરિસ્થિતિ પર bbox=[426, 589, 616, 704]
kicker-atodara bbox=[1227, 1392, 1394, 1480]
psi-p2: જિલ્લામાં મૂકવામાં આવ્યા છે. સાથે જ ગુજરાત રાજ્યના ડીજી અને આઈજી ઓફ પોલીસ ડો.કે.એલ.એન રાવ દ્વારા રાજ્યના કુલ 518 પીઆઈની આંતરજિલ્લા બદલીનો આદેશ પણ આપવામાં આવ્યો છે. આ આદેશોના પગલે ભરૂચ જિલ્લામાં ફરજ બજાવતા 16 પીઆઈની અન્ય જિલ્લાઓમાં બદલી કરવામાં આવી છે, જ્યારે અન્ય જિલ્લાઓમાંથી 11 પીઆઈની ભરૂચ જિલ્લામાં નિમણૂક કરવામાં આવી છે. આ બદલાવને કારણે જિલ્લામાં પોલીસ વહીવટમાં નવા ચહેરા જોડાતા કાર્યક્ષમતા વધવાની આશા વ્યક્ત કરવામાં આવી રહી છે. bbox=[1018, 1613, 1194, 1775]
registration-mark-icon bbox=[767, 2251, 784, 2267]
divider bbox=[1415, 1921, 1596, 1922]
divider bbox=[1227, 1103, 1595, 1104]
sugar-p5: આ પ્રસંગે તેમણે સંસ્થાની પ્રગતિમાં રાત- દિવસ મહેનત કરી શેરડીની કાપણી કરતા શ્રમિકો, સુગરને શેરડી આપનારા ખેડૂતો, ટ્રક એસોશિએશન, સુગર બોર્ડના તમામ ડિરેક્ટરો, ઝોન સમિતિની બોર્ડ, સુગરના મેનેજિંગ ડિરેક્ટર સહિત કર્મચારીઓની ટીમની એકરાગીતાના કારણે શેરડી પિલાણ સિઝન પૂર્ણ કરવામાં સફળતા મળવા બદલ સૌનો આભાર માન્યો હતો. bbox=[426, 1257, 604, 1387]
masthead-divider bbox=[1367, 25, 1369, 121]
borsara-col2 bbox=[828, 1240, 1001, 1507]
headline-borsara-line1: નાના બોરસરા નજીક લોખંડના bbox=[720, 898, 1095, 934]
psi-col1 bbox=[831, 1700, 1007, 1939]
atodara-sub-box bbox=[1218, 1800, 1598, 1913]
